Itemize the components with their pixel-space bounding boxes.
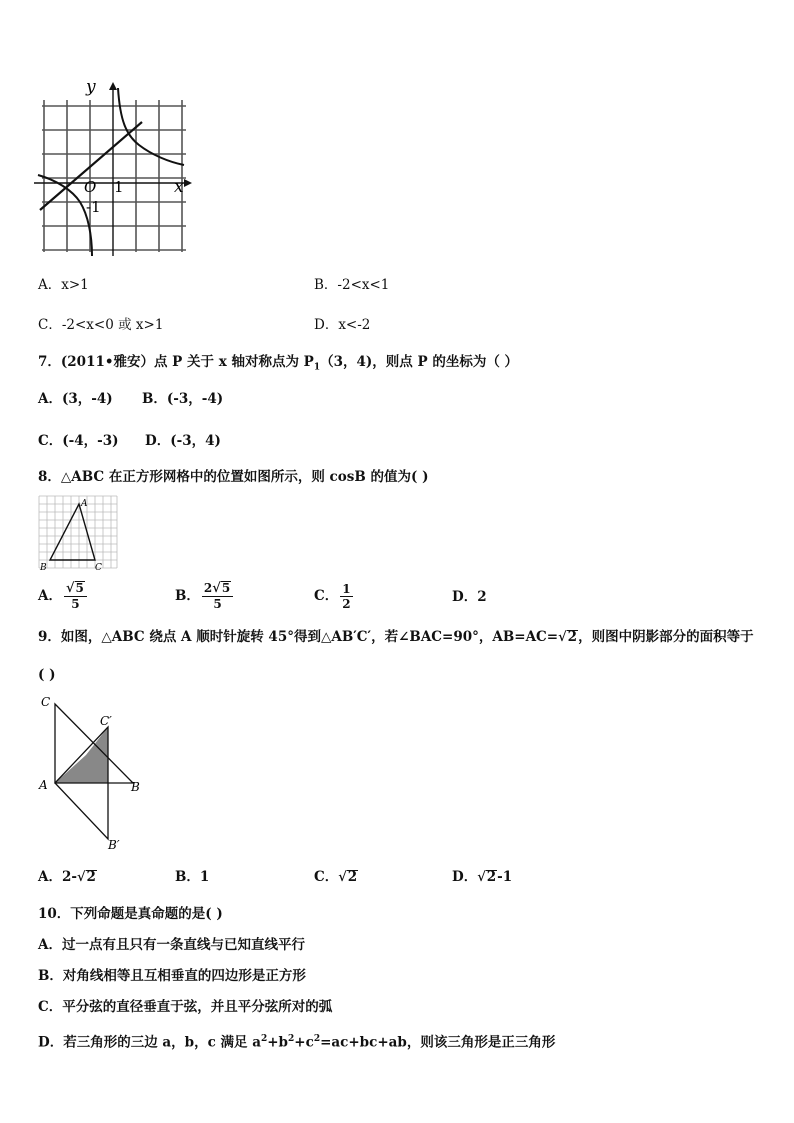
- q6-option-b: B．-2<x<1: [314, 277, 390, 293]
- q10-option-d-text-end: =ac+bc+ab，则该三角形是正三角形: [320, 1034, 556, 1051]
- q9-option-a-label: A．2-: [38, 869, 77, 885]
- q6-tick-minus1-label: -1: [86, 198, 101, 216]
- q8-option-b-label: B．: [175, 588, 200, 604]
- q9-vertex-a-label: A: [39, 778, 48, 792]
- q9-option-c: [314, 868, 358, 887]
- q8-triangle-abc: [50, 504, 95, 560]
- q10-superscript-3: 2: [313, 1034, 321, 1044]
- q8-option-a: [38, 578, 89, 614]
- q9-option-c-radicand: 2: [347, 869, 358, 885]
- q8-option-b: [175, 578, 235, 614]
- q8-vertex-c-label: C: [95, 563, 102, 573]
- radical-icon: √: [477, 870, 486, 885]
- q10-option-d: [38, 1030, 555, 1052]
- q9-answer-paren: ( ): [38, 667, 56, 683]
- q9-option-b: B．1: [175, 869, 210, 885]
- q9-option-d-radicand: 2: [486, 869, 497, 885]
- radical-icon: √: [76, 870, 86, 885]
- q10-option-b: B．对角线相等且互相垂直的四边形是正方形: [38, 968, 306, 984]
- q10-option-d-text-2: +b: [267, 1034, 288, 1051]
- q9-option-d-suffix: -1: [497, 869, 513, 885]
- q10-option-a: A．过一点有且只有一条直线与已知直线平行: [38, 937, 305, 953]
- q8-option-c-fraction: [340, 582, 352, 611]
- q9-stem: [38, 628, 754, 647]
- q9-vertex-b-prime-label: B′: [108, 838, 120, 852]
- q7-option-b: B．(-3，-4): [142, 391, 224, 407]
- q8-vertex-b-label: B: [40, 563, 47, 573]
- q8-stem: 8．△ABC 在正方形网格中的位置如图所示，则 cosB 的值为( ): [38, 469, 429, 485]
- q9-vertex-c-prime-label: C′: [100, 714, 112, 728]
- q9-option-a-radicand: 2: [86, 869, 96, 885]
- q7-stem: [38, 353, 518, 377]
- radical-icon: √: [212, 581, 221, 596]
- q7-option-c: C．(-4，-3): [38, 433, 119, 449]
- q9-option-d: [452, 868, 512, 887]
- q10-superscript-1: 2: [260, 1034, 268, 1044]
- q7-option-d: D．(-3，4): [145, 433, 221, 449]
- q8-option-c-denominator: 2: [342, 596, 351, 611]
- q6-y-label: y: [86, 80, 96, 97]
- q8-option-a-numerator: 5: [75, 581, 84, 595]
- q6-linear-function-line: [40, 122, 142, 210]
- q8-option-b-coefficient: 2: [203, 581, 213, 595]
- q9-vertex-c-label: C: [41, 695, 51, 709]
- q9-stem-radicand: 2: [567, 629, 578, 645]
- radical-icon: √: [338, 870, 347, 885]
- q8-option-c: [314, 578, 355, 614]
- q9-stem-text: 9．如图，△ABC 绕点 A 顺时针旋转 45°得到△AB′C′，若∠BAC=90°，AB=AC=: [38, 629, 559, 645]
- radical-icon: √: [65, 581, 75, 596]
- q9-vertex-b-label: B: [131, 780, 140, 794]
- q6-graph-figure: [34, 80, 194, 256]
- q6-tick-1-label: 1: [114, 178, 124, 196]
- q8-vertex-a-label: A: [81, 499, 88, 509]
- q6-x-arrow-icon: [184, 179, 192, 187]
- q9-rotation-figure: [36, 692, 151, 852]
- q8-option-b-denominator: 5: [213, 597, 222, 611]
- q6-option-c: C．-2<x<0 或 x>1: [38, 317, 164, 333]
- q7-stem-text: 7．(2011•雅安）点 P 关于 x 轴对称点为 P: [38, 354, 314, 370]
- q9-option-a: [38, 868, 97, 887]
- q9-option-d-label: D．: [452, 869, 478, 885]
- q6-origin-label: O: [84, 178, 97, 196]
- q8-option-a-denominator: 5: [71, 597, 80, 611]
- q9-stem-text-end: ，则图中阴影部分的面积等于: [578, 629, 754, 645]
- q8-option-c-label: C．: [314, 588, 339, 604]
- q8-option-c-numerator: 1: [342, 581, 351, 596]
- q6-option-d: D．x<-2: [314, 317, 371, 333]
- q8-option-b-numerator: 5: [221, 581, 231, 595]
- q6-y-arrow-icon: [109, 82, 117, 90]
- q7-stem-text-end: （3，4)，则点 P 的坐标为（ ）: [320, 354, 519, 370]
- q10-option-c: C．平分弦的直径垂直于弦，并且平分弦所对的弧: [38, 999, 333, 1015]
- q6-grid-lines: [42, 100, 186, 252]
- q10-option-d-text-3: +c: [294, 1034, 314, 1051]
- q10-stem: 10．下列命题是真命题的是( ): [38, 906, 223, 922]
- q8-option-b-fraction: [202, 581, 233, 611]
- q8-option-a-fraction: [64, 581, 87, 611]
- q7-subscript: 1: [313, 362, 321, 373]
- radical-icon: √: [558, 630, 567, 645]
- q8-option-d: D．2: [452, 589, 487, 605]
- q7-option-a: A．(3，-4): [38, 391, 113, 407]
- q10-superscript-2: 2: [288, 1034, 295, 1044]
- q10-option-d-text: D．若三角形的三边 a，b，c 满足 a: [38, 1034, 261, 1051]
- q6-x-label: x: [174, 177, 184, 197]
- q9-option-c-label: C．: [314, 869, 339, 885]
- q6-option-a: A．x>1: [38, 277, 89, 293]
- q8-option-a-label: A．: [38, 588, 62, 604]
- q8-grid-figure: [37, 494, 119, 574]
